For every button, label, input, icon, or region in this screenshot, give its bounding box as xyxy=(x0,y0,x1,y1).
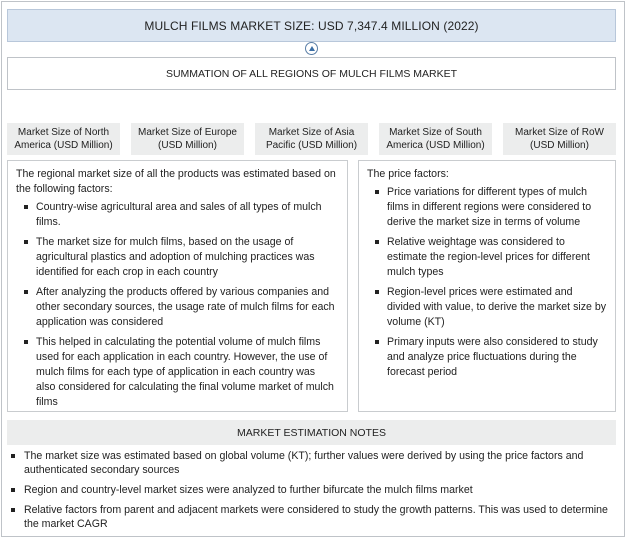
market-size-title-text: MULCH FILMS MARKET SIZE: USD 7,347.4 MILLION (2022) xyxy=(144,18,479,33)
list-item-text: Country-wise agricultural area and sales of all types of mulch films. xyxy=(36,201,322,228)
region-label: Market Size of North America (USD Million) xyxy=(14,127,113,151)
regional-factors-panel xyxy=(7,160,348,412)
list-item-text: The market size for mulch films, based on the usage of agricultural plastics and adoption of mulching practices was identified for each crop in each country xyxy=(36,236,315,278)
estimation-notes-header xyxy=(7,420,616,445)
bullet-icon xyxy=(375,340,379,344)
list-item xyxy=(7,503,616,531)
estimation-notes xyxy=(7,449,616,537)
summation-text: SUMMATION OF ALL REGIONS OF MULCH FILMS MARKET xyxy=(165,67,458,80)
list-item xyxy=(16,285,337,330)
up-arrow-icon xyxy=(305,42,318,55)
bullet-icon xyxy=(375,240,379,244)
panel-intro: The regional market size of all the products was estimated based on the following factors: xyxy=(16,168,336,195)
price-factor-list xyxy=(367,185,607,380)
region-label: Market Size of Asia Pacific (USD Million) xyxy=(265,127,358,151)
bullet-icon xyxy=(24,240,28,244)
market-size-title xyxy=(7,9,616,42)
list-item-text: Relative factors from parent and adjacent markets were considered to study the growth patterns. This was used to determine the market CAGR xyxy=(24,504,608,530)
factor-list xyxy=(16,200,337,410)
list-item-text: Region-level prices were estimated and divided with value, to derive the market size by volume (KT) xyxy=(387,286,607,328)
list-item-text: Region and country-level market sizes were analyzed to further bifurcate the mulch films market xyxy=(24,484,473,496)
price-factors-panel xyxy=(358,160,616,412)
list-item-text: After analyzing the products offered by various companies and other secondary sources, the usage rate of mulch films for each application was considered xyxy=(36,286,335,328)
bullet-icon xyxy=(24,340,28,344)
estimation-notes-title: MARKET ESTIMATION NOTES xyxy=(237,426,386,439)
list-item xyxy=(367,235,607,280)
region-row xyxy=(503,123,616,155)
list-item-text: The market size was estimated based on global volume (KT); further values were derived by using the price factors and authenticated secondary sources xyxy=(24,450,584,476)
notes-list xyxy=(7,449,616,531)
region-south-america xyxy=(379,123,492,155)
bullet-icon xyxy=(375,290,379,294)
list-item-text: This helped in calculating the potential volume of mulch films used for each application in each country. However, the use of mulch films for each type of application in each country was also considered for calculating the final volume market of mulch films xyxy=(36,336,334,408)
bullet-icon xyxy=(11,454,15,458)
region-label: Market Size of South America (USD Million) xyxy=(386,127,485,151)
list-item xyxy=(16,200,337,230)
panel-intro: The price factors: xyxy=(367,168,449,180)
list-item xyxy=(7,449,616,477)
list-item xyxy=(367,335,607,380)
list-item xyxy=(7,483,616,497)
bullet-icon xyxy=(11,508,15,512)
bullet-icon xyxy=(11,488,15,492)
bullet-icon xyxy=(375,190,379,194)
summation-box xyxy=(7,57,616,90)
region-europe xyxy=(131,123,244,155)
bullet-icon xyxy=(24,290,28,294)
list-item xyxy=(367,185,607,230)
list-item-text: Relative weightage was considered to estimate the region-level prices for different mulch types xyxy=(387,236,590,278)
list-item xyxy=(16,235,337,280)
list-item xyxy=(367,285,607,330)
bullet-icon xyxy=(24,205,28,209)
list-item xyxy=(16,335,337,410)
region-asia-pacific xyxy=(255,123,368,155)
region-north-america xyxy=(7,123,120,155)
list-item-text: Primary inputs were also considered to study and analyze price fluctuations during the forecast period xyxy=(387,336,598,378)
list-item-text: Price variations for different types of mulch films in different regions were considered to derive the market size in terms of volume xyxy=(387,186,592,228)
region-label: Market Size of Europe (USD Million) xyxy=(138,127,237,151)
region-label: Market Size of RoW (USD Million) xyxy=(515,127,604,151)
